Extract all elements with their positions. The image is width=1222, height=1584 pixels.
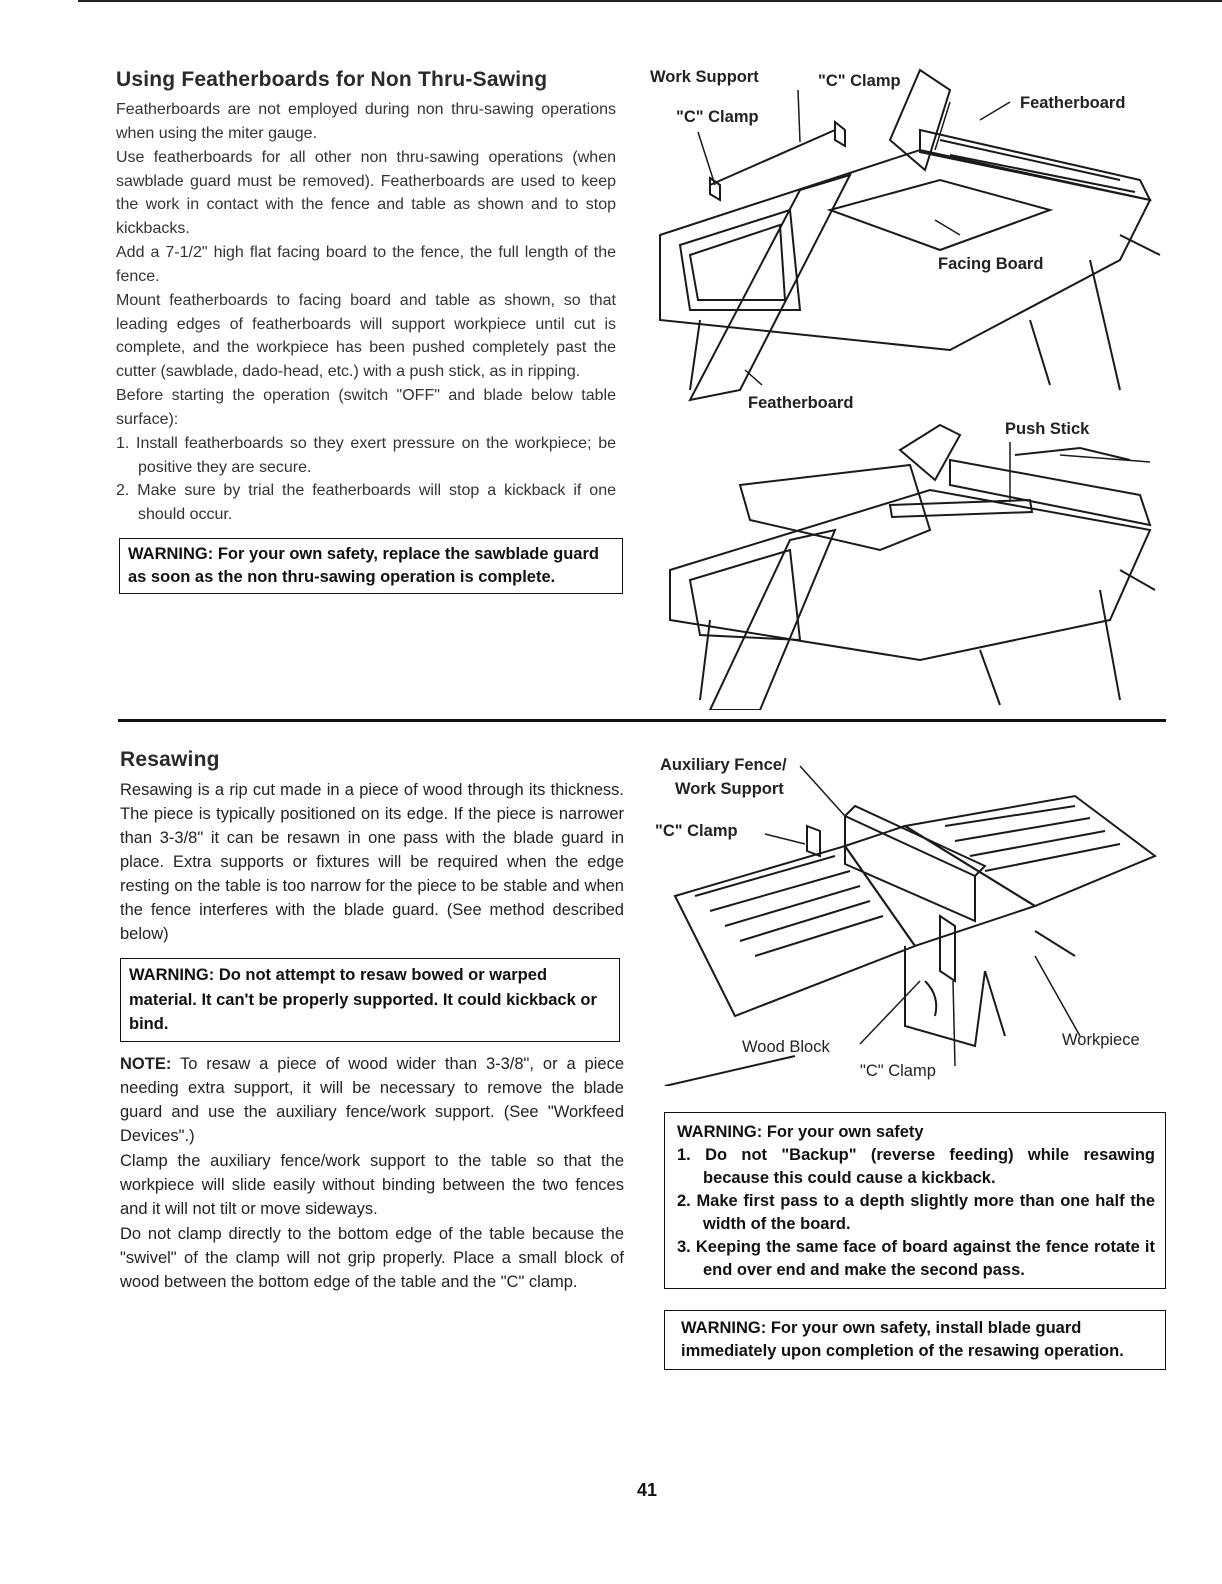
- section-heading-resawing: Resawing: [120, 748, 220, 771]
- warning-list: [677, 1144, 1155, 1282]
- note-paragraph: [120, 1052, 624, 1148]
- figure-push-stick: [660, 420, 1170, 710]
- paragraph: Featherboards are not employed during non thru-sawing operations when using the miter gauge.: [116, 101, 616, 142]
- warning-title: WARNING: For your own safety: [677, 1123, 924, 1141]
- paragraph: Add a 7-1/2" high flat facing board to the fence, the full length of the fence.: [116, 244, 616, 285]
- paragraph: Do not clamp directly to the bottom edge of the table because the "swivel" of the clamp will not grip properly. Place a small block of wood between the bottom edge of the table and the "C" clamp.: [120, 1224, 624, 1291]
- warning-box-install-guard: WARNING: For your own safety, install blade guard immediately upon completion of the resawing operation.: [664, 1310, 1166, 1370]
- label-facing-board: Facing Board: [938, 255, 1044, 273]
- paragraph: Mount featherboards to facing board and table as shown, so that leading edges of featherboards will support workpiece until cut is complete, and the workpiece has been pushed completely past the cutter (sawblade, dado-head, etc.) with a push stick, as in ripping.: [116, 292, 616, 380]
- paragraph: Clamp the auxiliary fence/work support to the table so that the workpiece will slide easily without binding between the two fences and it will not tilt or move sideways.: [120, 1151, 624, 1218]
- warning-item: 2. Make first pass to a depth slightly more than one half the width of the board.: [677, 1192, 1155, 1233]
- note-label: NOTE:: [120, 1054, 172, 1073]
- warning-box-sawblade-guard: WARNING: For your own safety, replace the sawblade guard as soon as the non thru-sawing operation is complete.: [119, 538, 623, 594]
- label-c-clamp-bottom: "C" Clamp: [860, 1062, 936, 1080]
- note-text: To resaw a piece of wood wider than 3-3/8", or a piece needing extra support, it will be necessary to remove the blade guard and use the auxiliary fence/work support. (See "Workfeed Devices".): [120, 1054, 624, 1145]
- label-featherboard-bottom: Featherboard: [748, 394, 854, 412]
- section-heading-featherboards: Using Featherboards for Non Thru-Sawing: [116, 68, 548, 91]
- figure-featherboard-setup: [650, 60, 1170, 420]
- paragraph: Resawing is a rip cut made in a piece of wood through its thickness. The piece is typically positioned on its edge. If the piece is narrower than 3-3/8" it can be resawn in one pass with the blade guard in place. Extra supports or fixtures will be required when the edge resting on the table is too narrow for the piece to be stable and when the fence interferes with the blade guard. (See method described below): [120, 781, 624, 943]
- section-resawing: [120, 748, 624, 1295]
- label-c-clamp-left: "C" Clamp: [676, 108, 759, 126]
- paragraph: Use featherboards for all other non thru-sawing operations (when sawblade guard must be removed). Featherboards are used to keep the work in contact with the fence and table as shown and to stop kickbacks.: [116, 149, 616, 237]
- paragraph: Before starting the operation (switch "OFF" and blade below table surface):: [116, 387, 616, 428]
- label-work-support: Work Support: [650, 68, 759, 86]
- page-number: 41: [637, 1480, 658, 1500]
- label-push-stick: Push Stick: [1005, 420, 1090, 438]
- section-featherboards: [116, 68, 616, 594]
- label-wood-block: Wood Block: [742, 1038, 830, 1056]
- list-item: 2. Make sure by trial the featherboards will stop a kickback if one should occur.: [116, 482, 616, 523]
- label-featherboard-top: Featherboard: [1020, 94, 1126, 112]
- warning-item: 3. Keeping the same face of board against the fence rotate it end over end and make the second pass.: [677, 1238, 1155, 1279]
- label-work-support: Work Support: [675, 780, 784, 798]
- label-c-clamp-top: "C" Clamp: [818, 72, 901, 90]
- top-rule: [78, 0, 1222, 2]
- figure-auxiliary-fence: [655, 756, 1165, 1086]
- section-divider: [118, 719, 1166, 722]
- warning-item: 1. Do not "Backup" (reverse feeding) while resawing because this could cause a kickback.: [677, 1146, 1155, 1187]
- warning-box-resaw-safety: [664, 1112, 1166, 1289]
- label-c-clamp-top: "C" Clamp: [655, 822, 738, 840]
- list-item: 1. Install featherboards so they exert pressure on the workpiece; be positive they are secure.: [116, 435, 616, 476]
- label-auxiliary-fence: Auxiliary Fence/: [660, 756, 787, 774]
- warning-box-bowed-material: WARNING: Do not attempt to resaw bowed or warped material. It can't be properly supported. It could kickback or bind.: [120, 958, 620, 1042]
- label-workpiece: Workpiece: [1062, 1031, 1140, 1049]
- steps-list: [116, 432, 616, 526]
- push-stick-illustration: [660, 420, 1170, 710]
